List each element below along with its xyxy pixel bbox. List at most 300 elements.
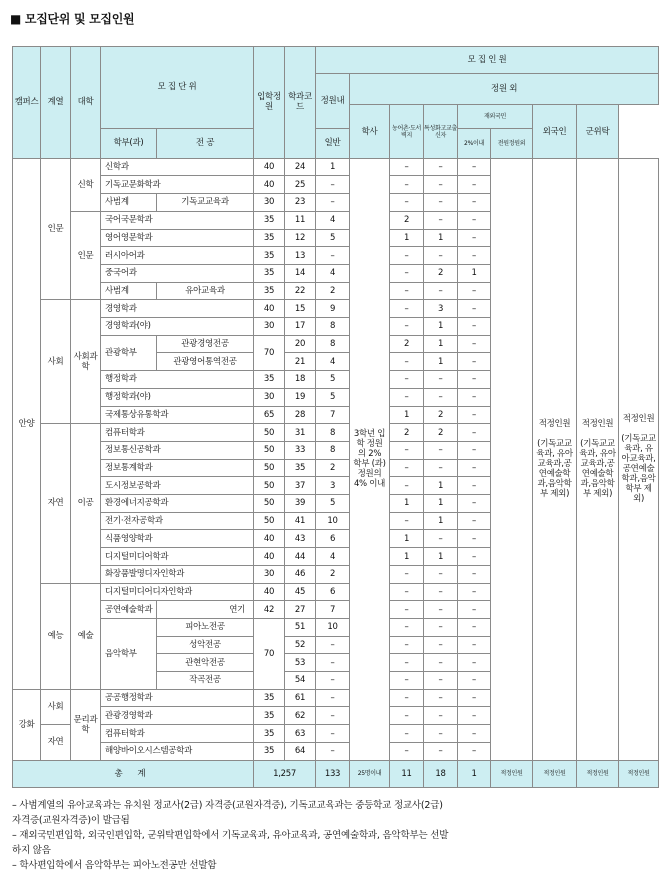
row-jaeoe: – <box>458 548 491 566</box>
row-code: 45 <box>285 583 316 601</box>
row-ilban: – <box>316 194 350 212</box>
row-ip: 35 <box>254 229 285 247</box>
jaeoe-jeonwon-merged <box>491 158 533 760</box>
row-code: 20 <box>285 335 316 353</box>
total-ilban: 133 <box>316 760 350 787</box>
row-jaeoe: – <box>458 424 491 442</box>
row-ilban: – <box>316 725 350 743</box>
campus-anyang: 안양 <box>13 158 41 689</box>
row-jaeoe: 1 <box>458 264 491 282</box>
row-jaeoe: – <box>458 459 491 477</box>
gyeyeol-sahoe: 사회 <box>41 300 71 424</box>
row-nongeochon: – <box>390 158 424 176</box>
row-nongeochon: – <box>390 477 424 495</box>
gyeyeol-inmun: 인문 <box>41 158 71 300</box>
header-oegugin: 외국인 <box>533 105 577 158</box>
notes <box>12 798 638 873</box>
row-ilban: – <box>316 176 350 194</box>
row-teukseong: – <box>424 441 458 459</box>
row-teukseong: 2 <box>424 264 458 282</box>
row-name: 디지털미디어디자인학과 <box>101 583 254 601</box>
row-jaeoe: – <box>458 636 491 654</box>
row-nongeochon: 1 <box>390 530 424 548</box>
row-name: 화장품발명디자인학과 <box>101 565 254 583</box>
row-code: 11 <box>285 211 316 229</box>
row-ip: 30 <box>254 565 285 583</box>
row-name: 컴퓨터학과 <box>101 424 254 442</box>
row-ip: 35 <box>254 725 285 743</box>
row-code: 21 <box>285 353 316 371</box>
row-nongeochon: – <box>390 583 424 601</box>
row-nongeochon: – <box>390 725 424 743</box>
row-ilban: 4 <box>316 548 350 566</box>
row-jaeoe: – <box>458 654 491 672</box>
row-name: 환경에너지공학과 <box>101 495 254 513</box>
row-jaeoe: – <box>458 300 491 318</box>
row-jaeoe: – <box>458 318 491 336</box>
row-ip: 35 <box>254 282 285 300</box>
row-name: 신학과 <box>101 158 254 176</box>
row-name: 정보통계학과 <box>101 459 254 477</box>
header-ilban: 일반 <box>316 128 350 158</box>
row-nongeochon: – <box>390 672 424 690</box>
total-oegugin: 적정인원 <box>533 760 577 787</box>
header-mojip-danwi: 모 집 단 위 <box>101 47 254 129</box>
header-gyeyeol: 계열 <box>41 47 71 159</box>
row-ilban: – <box>316 636 350 654</box>
row-name: 식품영양학과 <box>101 530 254 548</box>
row-code: 15 <box>285 300 316 318</box>
row-name: 관광경영학과 <box>101 707 254 725</box>
row-teukseong: – <box>424 388 458 406</box>
row-name: 도시정보공학과 <box>101 477 254 495</box>
row-ilban: 2 <box>316 282 350 300</box>
header-nongeochon: 농어촌·도서벽지 <box>390 105 424 158</box>
row-ilban: 7 <box>316 601 350 619</box>
row-ilban: 10 <box>316 618 350 636</box>
row-code: 46 <box>285 565 316 583</box>
gyeyeol-jayeon: 자연 <box>41 424 71 583</box>
row-hakbu: 관광학부 <box>101 335 157 370</box>
row-ip: 40 <box>254 583 285 601</box>
gunwitak-merged <box>619 158 659 760</box>
header-hakgwa-code: 학과코드 <box>285 47 316 159</box>
row-jaeoe: – <box>458 583 491 601</box>
total-teukseong: 18 <box>424 760 458 787</box>
row-jaeoe: – <box>458 247 491 265</box>
row-nongeochon: – <box>390 247 424 265</box>
row-jaeoe: – <box>458 211 491 229</box>
row-jaeoe: – <box>458 477 491 495</box>
row-jeongong: 기독교교육과 <box>157 194 254 212</box>
row-jaeoe: – <box>458 158 491 176</box>
header-haksa: 학사 <box>350 105 390 158</box>
row-code: 14 <box>285 264 316 282</box>
row-teukseong: – <box>424 707 458 725</box>
row-ip: 65 <box>254 406 285 424</box>
total-gunwitak: 적정인원 <box>619 760 659 787</box>
row-name: 전기·전자공학과 <box>101 512 254 530</box>
row-nongeochon: – <box>390 441 424 459</box>
row-jaeoe: – <box>458 601 491 619</box>
row-nongeochon: 1 <box>390 548 424 566</box>
row-nongeochon: 2 <box>390 211 424 229</box>
page-title: ■ 모집단위 및 모집인원 <box>10 12 135 26</box>
row-ilban: 8 <box>316 335 350 353</box>
gyeyeol-yeche: 예능 <box>41 583 71 689</box>
row-nongeochon: – <box>390 388 424 406</box>
row-ip: 30 <box>254 318 285 336</box>
row-ip: 35 <box>254 371 285 389</box>
row-name: 정보통신공학과 <box>101 441 254 459</box>
row-jeongong: 작곡전공 <box>157 672 254 690</box>
row-jaeoe: – <box>458 512 491 530</box>
note-line: – 학사편입학에서 음악학부는 피아노전공만 선발함 <box>12 860 217 871</box>
oegugin-jeokjeong: 적정인원 <box>538 419 571 430</box>
row-name: 기독교문화학과 <box>101 176 254 194</box>
row-nongeochon: – <box>390 618 424 636</box>
row-nongeochon: – <box>390 264 424 282</box>
row-ip: 70 <box>254 335 285 370</box>
row-teukseong: – <box>424 636 458 654</box>
total-haksa: 25명이내 <box>350 760 390 787</box>
row-ip: 40 <box>254 530 285 548</box>
row-teukseong: – <box>424 742 458 760</box>
header-hakbu: 학부(과) <box>101 128 157 158</box>
row-nongeochon: 1 <box>390 229 424 247</box>
row-teukseong: – <box>424 618 458 636</box>
row-code: 52 <box>285 636 316 654</box>
header-jaeoe-jeonwon: 전원정원외 <box>491 128 533 158</box>
row-nongeochon: – <box>390 318 424 336</box>
row-jaeoe: – <box>458 530 491 548</box>
header-jeongwon-oe: 정원 외 <box>350 74 659 105</box>
row-nongeochon: – <box>390 176 424 194</box>
row-nongeochon: – <box>390 300 424 318</box>
row-code: 22 <box>285 282 316 300</box>
row-code: 12 <box>285 229 316 247</box>
header-jeongong: 전 공 <box>157 128 254 158</box>
row-ip: 35 <box>254 211 285 229</box>
row-ip: 50 <box>254 459 285 477</box>
row-code: 39 <box>285 495 316 513</box>
row-ip: 40 <box>254 548 285 566</box>
row-jaeoe: – <box>458 672 491 690</box>
row-teukseong: 1 <box>424 495 458 513</box>
row-jaeoe: – <box>458 707 491 725</box>
row-name: 공공행정학과 <box>101 689 254 707</box>
row-code: 31 <box>285 424 316 442</box>
row-jaeoe: – <box>458 229 491 247</box>
row-code: 33 <box>285 441 316 459</box>
note-line: – 사범계열의 유아교육과는 유치원 정교사(2급) 자격증(교원자격증), 기독교교육과는 중등학교 정교사(2급) <box>12 800 443 811</box>
row-hakbu: 사범계 <box>101 282 157 300</box>
row-name: 러시아어과 <box>101 247 254 265</box>
row-name: 디지털미디어학과 <box>101 548 254 566</box>
recruitment-table <box>12 46 659 788</box>
row-ilban: – <box>316 742 350 760</box>
row-ip: 40 <box>254 158 285 176</box>
row-ilban: 5 <box>316 229 350 247</box>
row-teukseong: – <box>424 689 458 707</box>
row-code: 62 <box>285 707 316 725</box>
haksa-merged: 3학년 입학 정원의 2% 학부 (과) 정원의 4% 이내 <box>350 158 390 760</box>
row-ilban: 8 <box>316 441 350 459</box>
row-jaeoe: – <box>458 742 491 760</box>
row-jaeoe: – <box>458 353 491 371</box>
total-label: 총 계 <box>13 760 254 787</box>
row-ip: 50 <box>254 424 285 442</box>
oegugin-merged <box>533 158 577 760</box>
row-ip: 35 <box>254 742 285 760</box>
row-teukseong: 1 <box>424 512 458 530</box>
row-nongeochon: – <box>390 636 424 654</box>
row-code: 43 <box>285 530 316 548</box>
row-teukseong: 3 <box>424 300 458 318</box>
row-ilban: 10 <box>316 512 350 530</box>
row-nongeochon: 2 <box>390 335 424 353</box>
row-teukseong: 1 <box>424 548 458 566</box>
row-code: 61 <box>285 689 316 707</box>
row-jeongong: 연기 <box>157 601 254 619</box>
row-ip: 70 <box>254 618 285 689</box>
row-name: 영어영문학과 <box>101 229 254 247</box>
row-jaeoe: – <box>458 618 491 636</box>
gunwitak-note: (기독교교육과, 유아교육과,공연예술학과,음악학부 제외) <box>621 434 656 505</box>
row-nongeochon: – <box>390 707 424 725</box>
row-code: 54 <box>285 672 316 690</box>
row-jaeoe: – <box>458 282 491 300</box>
row-code: 23 <box>285 194 316 212</box>
row-nongeochon: – <box>390 601 424 619</box>
row-ip: 30 <box>254 388 285 406</box>
row-ilban: 5 <box>316 388 350 406</box>
row-ilban: – <box>316 654 350 672</box>
header-jaeoe-2: 2%이내 <box>458 128 491 158</box>
row-ip: 50 <box>254 512 285 530</box>
row-ilban: 8 <box>316 318 350 336</box>
row-name: 국어국문학과 <box>101 211 254 229</box>
row-code: 63 <box>285 725 316 743</box>
row-ip: 42 <box>254 601 285 619</box>
row-teukseong: 2 <box>424 406 458 424</box>
row-ilban: 9 <box>316 300 350 318</box>
row-nongeochon: – <box>390 194 424 212</box>
row-ip: 35 <box>254 707 285 725</box>
oegugin2-note: (기독교교육과, 유아교육과,공연예술학과,음악학부 제외) <box>579 439 616 500</box>
row-ip: 35 <box>254 264 285 282</box>
row-name: 경영학과(야) <box>101 318 254 336</box>
header-jaeoe: 재외국민 <box>458 105 533 128</box>
oegugin2-merged <box>577 158 619 760</box>
row-teukseong: – <box>424 211 458 229</box>
note-line: 자격증(교원자격증)이 발급됨 <box>12 815 130 826</box>
row-name: 행정학과 <box>101 371 254 389</box>
row-jaeoe: – <box>458 495 491 513</box>
row-ilban: 8 <box>316 424 350 442</box>
row-teukseong: 1 <box>424 318 458 336</box>
daehak-yesul: 예술 <box>71 583 101 689</box>
row-ip: 35 <box>254 247 285 265</box>
row-teukseong: – <box>424 459 458 477</box>
row-hakbu: 공연예술학과 <box>101 601 157 619</box>
campus-ganghwa: 강화 <box>13 689 41 760</box>
row-nongeochon: – <box>390 654 424 672</box>
row-ilban: 2 <box>316 565 350 583</box>
daehak-sinhak: 신학 <box>71 158 101 211</box>
row-nongeochon: – <box>390 353 424 371</box>
total-jaeoe-jeonwon: 적정인원 <box>491 760 533 787</box>
row-ip: 40 <box>254 300 285 318</box>
row-nongeochon: – <box>390 371 424 389</box>
header-mojip-inwon: 모 집 인 원 <box>316 47 659 74</box>
row-teukseong: – <box>424 672 458 690</box>
row-ilban: 7 <box>316 406 350 424</box>
row-code: 17 <box>285 318 316 336</box>
row-ilban: 1 <box>316 158 350 176</box>
row-name: 컴퓨터학과 <box>101 725 254 743</box>
row-code: 19 <box>285 388 316 406</box>
row-ilban: – <box>316 247 350 265</box>
row-name: 경영학과 <box>101 300 254 318</box>
gunwitak-jeokjeong: 적정인원 <box>622 414 655 425</box>
row-code: 24 <box>285 158 316 176</box>
row-jeongong: 피아노전공 <box>157 618 254 636</box>
row-ilban: – <box>316 707 350 725</box>
row-ilban: 4 <box>316 264 350 282</box>
row-nongeochon: – <box>390 565 424 583</box>
daehak-munri-gwahak: 문리과학 <box>71 689 101 760</box>
daehak-igong: 이공 <box>71 424 101 583</box>
row-code: 13 <box>285 247 316 265</box>
row-code: 53 <box>285 654 316 672</box>
row-ip: 50 <box>254 477 285 495</box>
total-jaeoe: 1 <box>458 760 491 787</box>
daehak-inmun: 인문 <box>71 211 101 300</box>
row-teukseong: – <box>424 176 458 194</box>
header-daehak: 대학 <box>71 47 101 159</box>
row-code: 41 <box>285 512 316 530</box>
row-jaeoe: – <box>458 689 491 707</box>
row-ip: 30 <box>254 194 285 212</box>
row-jaeoe: – <box>458 176 491 194</box>
note-line: – 재외국민편입학, 외국인편입학, 군위탁편입학에서 기독교육과, 유아교육과, 공연예술학과, 음악학부는 선발 <box>12 830 449 841</box>
total-nongeochon: 11 <box>390 760 424 787</box>
daehak-sahoe-gwahak: 사회과학 <box>71 300 101 424</box>
row-ilban: 5 <box>316 371 350 389</box>
row-jaeoe: – <box>458 335 491 353</box>
header-jeongwon-nae: 정원내 <box>316 74 350 128</box>
row-nongeochon: 1 <box>390 495 424 513</box>
row-jeongong: 성악전공 <box>157 636 254 654</box>
row-code: 27 <box>285 601 316 619</box>
oegugin2-jeokjeong: 적정인원 <box>581 419 614 430</box>
row-jaeoe: – <box>458 441 491 459</box>
row-teukseong: – <box>424 725 458 743</box>
row-jaeoe: – <box>458 388 491 406</box>
row-ip: 50 <box>254 495 285 513</box>
oegugin-note: (기독교교육과, 유아교육과,공연예술학과,음악학부 제외) <box>536 439 573 500</box>
row-teukseong: – <box>424 565 458 583</box>
row-code: 18 <box>285 371 316 389</box>
row-jeongong: 관광영어통역전공 <box>157 353 254 371</box>
row-nongeochon: – <box>390 282 424 300</box>
row-nongeochon: 2 <box>390 424 424 442</box>
row-code: 35 <box>285 459 316 477</box>
row-teukseong: – <box>424 158 458 176</box>
row-ilban: 5 <box>316 495 350 513</box>
row-name: 중국어과 <box>101 264 254 282</box>
row-jaeoe: – <box>458 725 491 743</box>
gyeyeol-sahoe2: 사회 <box>41 689 71 724</box>
row-jeongong: 유아교육과 <box>157 282 254 300</box>
total-ip: 1,257 <box>254 760 316 787</box>
row-ilban: 3 <box>316 477 350 495</box>
row-ip: 40 <box>254 176 285 194</box>
row-teukseong: 1 <box>424 335 458 353</box>
header-gunwitak: 군위탁 <box>577 105 619 158</box>
row-teukseong: – <box>424 194 458 212</box>
row-code: 28 <box>285 406 316 424</box>
row-ip: 35 <box>254 689 285 707</box>
row-hakbu: 음악학부 <box>101 618 157 689</box>
header-teukseong: 특성화고교출신자 <box>424 105 458 158</box>
row-teukseong: 2 <box>424 424 458 442</box>
row-jaeoe: – <box>458 406 491 424</box>
row-teukseong: 1 <box>424 353 458 371</box>
row-jaeoe: – <box>458 194 491 212</box>
row-jaeoe: – <box>458 565 491 583</box>
row-teukseong: – <box>424 371 458 389</box>
row-jeongong: 관광경영전공 <box>157 335 254 353</box>
row-ilban: – <box>316 689 350 707</box>
row-code: 51 <box>285 618 316 636</box>
row-ilban: 4 <box>316 211 350 229</box>
row-code: 44 <box>285 548 316 566</box>
row-teukseong: – <box>424 247 458 265</box>
row-name: 해양바이오시스템공학과 <box>101 742 254 760</box>
row-code: 64 <box>285 742 316 760</box>
row-teukseong: – <box>424 601 458 619</box>
row-ilban: 4 <box>316 353 350 371</box>
row-teukseong: – <box>424 282 458 300</box>
gyeyeol-jayeon2: 자연 <box>41 725 71 760</box>
row-nongeochon: – <box>390 689 424 707</box>
row-teukseong: – <box>424 654 458 672</box>
row-name: 국제통상유통학과 <box>101 406 254 424</box>
row-nongeochon: – <box>390 459 424 477</box>
row-teukseong: – <box>424 530 458 548</box>
row-jeongong: 관현악전공 <box>157 654 254 672</box>
row-ip: 50 <box>254 441 285 459</box>
row-ilban: – <box>316 672 350 690</box>
row-nongeochon: 1 <box>390 406 424 424</box>
row-nongeochon: – <box>390 742 424 760</box>
row-hakbu: 사범계 <box>101 194 157 212</box>
row-jaeoe: – <box>458 371 491 389</box>
row-code: 37 <box>285 477 316 495</box>
note-line: 하지 않음 <box>12 845 51 856</box>
header-ipak-jeongwon: 입학정원 <box>254 47 285 159</box>
row-name: 행정학과(야) <box>101 388 254 406</box>
row-nongeochon: – <box>390 512 424 530</box>
row-teukseong: 1 <box>424 229 458 247</box>
row-ilban: 2 <box>316 459 350 477</box>
row-ilban: 6 <box>316 530 350 548</box>
total-oegugin2: 적정인원 <box>577 760 619 787</box>
row-ilban: 6 <box>316 583 350 601</box>
header-campus: 캠퍼스 <box>13 47 41 159</box>
